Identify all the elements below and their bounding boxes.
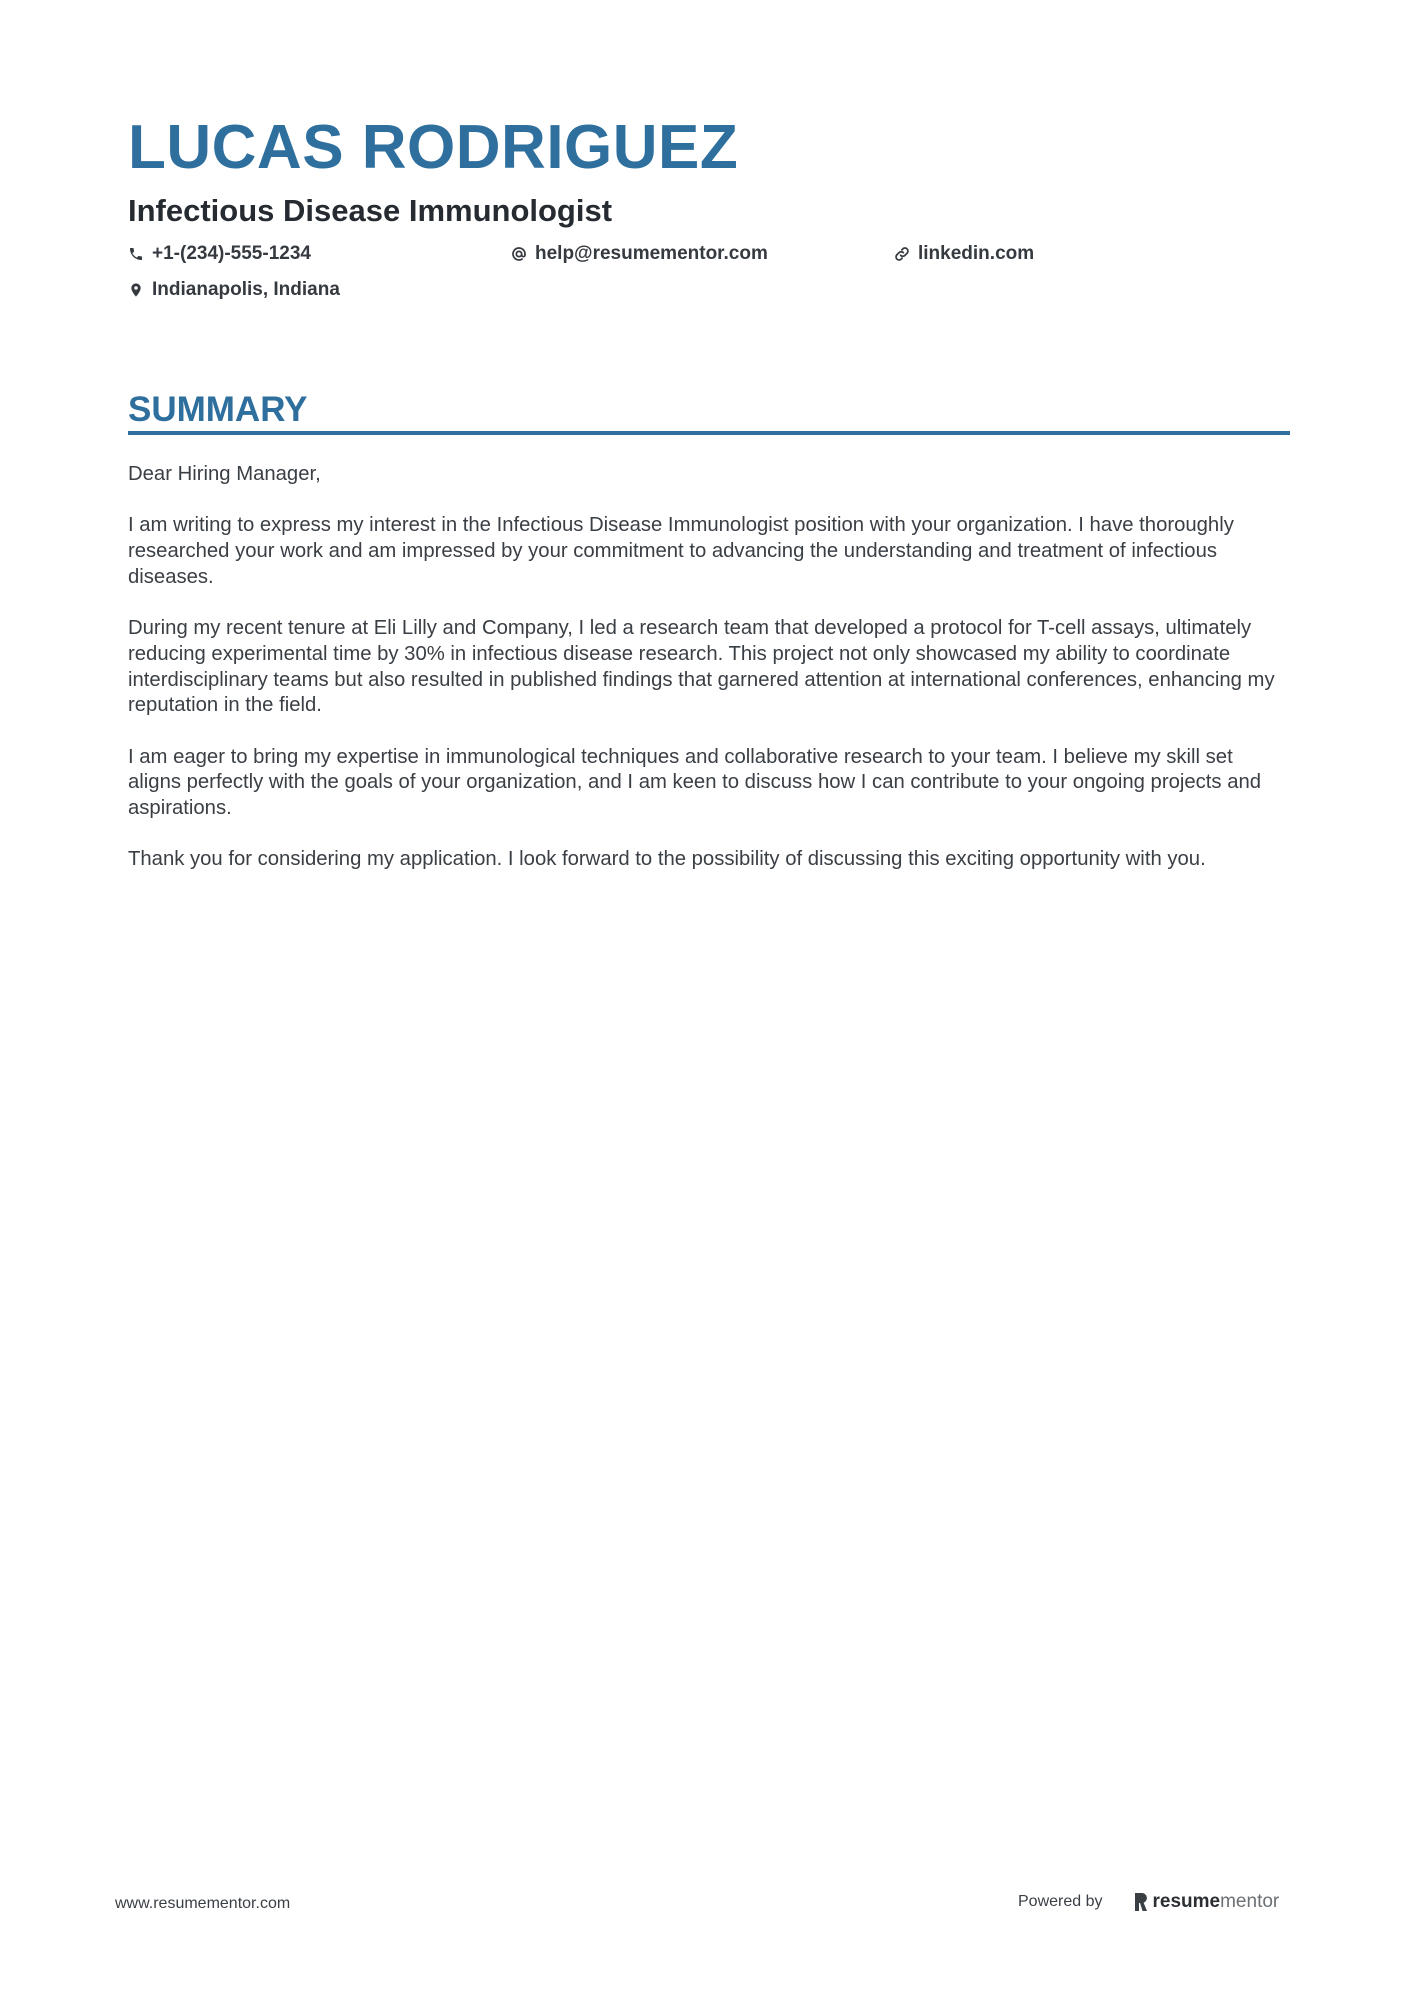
contact-website: [894, 241, 1034, 267]
brand-logo[interactable]: [1133, 1891, 1280, 1913]
paragraph: During my recent tenure at Eli Lilly and Company, I led a research team that developed a protocol for T-cell assays, ultimately reducing experimental time by 30% in infectious disease research. This project not only showcased my ability to coordinate interdisciplinary teams but also resulted in published findings that garnered attention at international conferences, enhancing my reputation in the field.: [128, 617, 1275, 717]
phone-text: +1-(234)-555-1234: [152, 243, 311, 264]
brand-name-strong: resume: [1152, 1891, 1221, 1912]
summary-body: [128, 462, 1290, 899]
map-pin-icon: [128, 282, 144, 298]
contact-location: [128, 277, 340, 303]
paragraph: I am eager to bring my expertise in immunological techniques and collaborative research to your team. I believe my skill set aligns perfectly with the goals of your organization, and I am keen to discuss how I can contribute to your ongoing projects and aspirations.: [128, 745, 1262, 820]
resumementor-logo-icon: [1133, 1892, 1149, 1912]
at-icon: [511, 246, 527, 262]
paragraph: I am writing to express my interest in the Infectious Disease Immunologist position with your organization. I have thoroughly researched your work and am impressed by your commitment to advancing the understanding and treatment of infectious diseases.: [128, 514, 1234, 588]
powered-by-text: Powered by: [1018, 1893, 1103, 1910]
closing-paragraph: Thank you for considering my application. I look forward to the possibility of discussing this exciting opportunity with you.: [128, 848, 1206, 871]
summary-heading: SUMMARY: [128, 390, 308, 429]
footer-website[interactable]: www.resumementor.com: [115, 1895, 291, 1912]
phone-icon: [128, 246, 144, 262]
email-link[interactable]: help@resumementor.com: [535, 243, 768, 264]
candidate-name: LUCAS RODRIGUEZ: [128, 113, 739, 182]
salutation: Dear Hiring Manager,: [128, 463, 321, 485]
location-text: Indianapolis, Indiana: [152, 279, 340, 300]
link-icon: [894, 246, 910, 262]
contact-email: [511, 241, 768, 267]
footer-branding: [1018, 1891, 1279, 1913]
brand-name-light: mentor: [1220, 1891, 1280, 1912]
section-divider: [128, 431, 1290, 435]
job-title: Infectious Disease Immunologist: [128, 193, 613, 228]
website-link[interactable]: linkedin.com: [918, 243, 1035, 264]
contact-phone: [128, 241, 311, 267]
